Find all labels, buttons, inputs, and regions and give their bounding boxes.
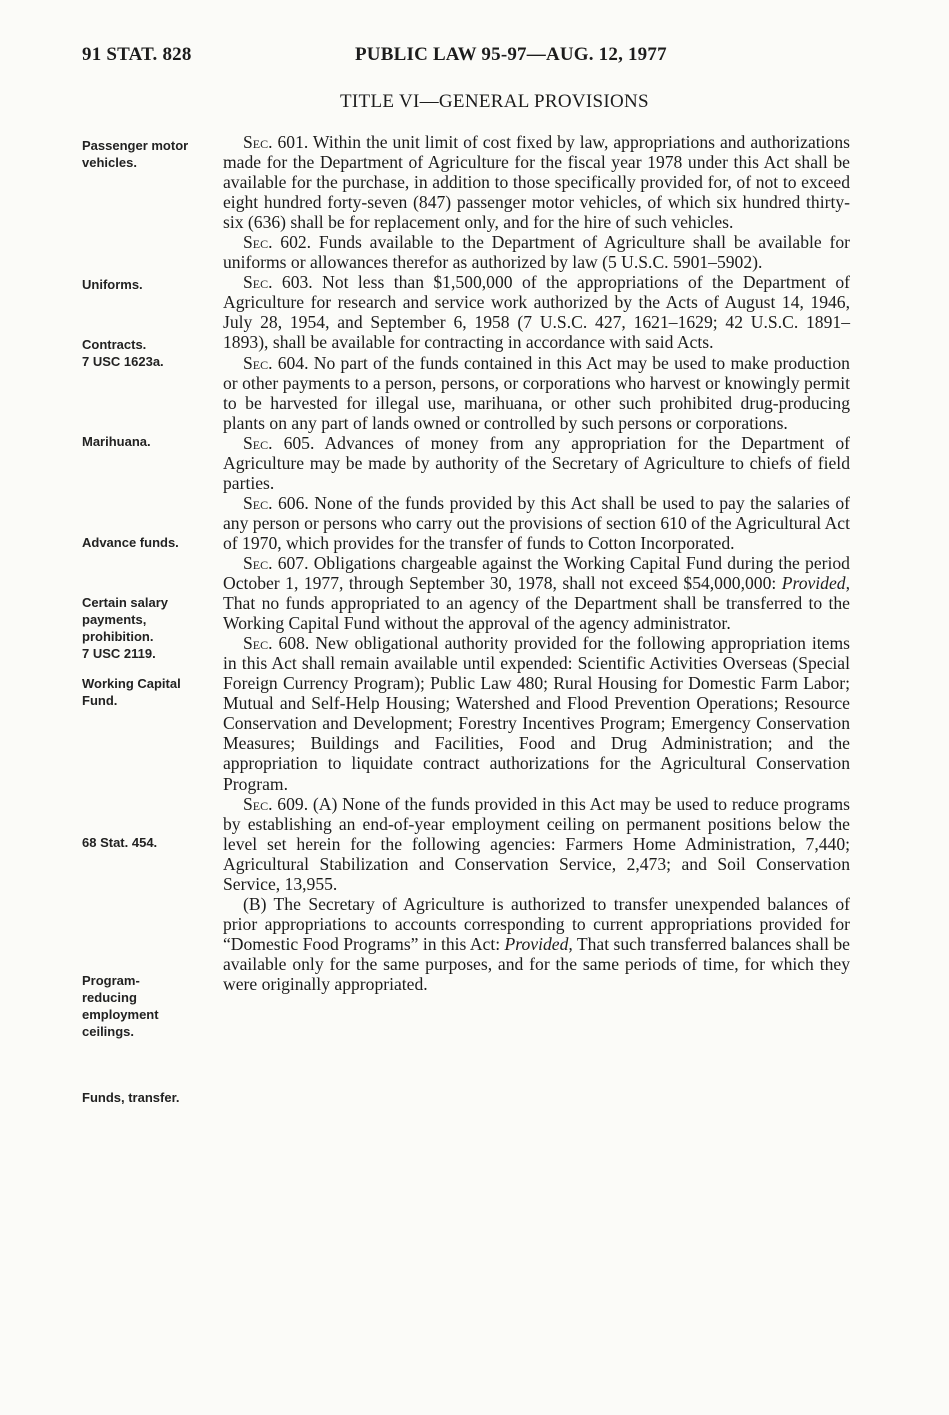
section-607-text-b: That no funds appropriated to an agency of the Department shall be transferred to the Working Capital Fund without the approval of the agency administrator. (223, 593, 850, 634)
section-605 (223, 433, 850, 493)
margin-note-contracts-label: Contracts. (82, 337, 147, 352)
section-604-text: No part of the funds contained in this Act may be used to make production or other payments to a person, persons, or corporations who harvest or knowingly permit to be harvested for illegal use, marihuana, or other such prohibited drug-producing plants on any part of lands owned or controlled by such persons or corporations. (223, 352, 850, 433)
section-607-text-a: Obligations chargeable against the Working Capital Fund during the period October 1, 1977, through September 30, 1978, shall not exceed $54,000,000: (223, 552, 850, 594)
section-609-b-proviso: Provided, (504, 933, 573, 954)
section-604-label: Sec. 604. (243, 352, 309, 373)
margin-note-advance: Advance funds. (82, 535, 179, 550)
margin-note-salary-label: Certain salary payments, prohibition. (82, 595, 168, 644)
section-607 (223, 553, 850, 633)
section-609-label: Sec. 609. (243, 793, 309, 814)
margin-note-marihuana: Marihuana. (82, 434, 151, 449)
page-number: 91 STAT. 828 (82, 44, 192, 65)
section-609-b (223, 894, 850, 994)
margin-note-stat: 68 Stat. 454. (82, 835, 158, 850)
section-602-text: Funds available to the Department of Agriculture shall be available for uniforms or allowances therefor as authorized by law (5 U.S.C. 5901–5902). (223, 232, 850, 273)
section-601-text: Within the unit limit of cost fixed by law, appropriations and authorizations made for the Department of Agriculture for the fiscal year 1978 under this Act shall be available for the purchase, in addition to those specifically provided for, of not to exceed eight hundred forty-seven (847) passenger motor vehicles, of which six hundred thirty-six (636) shall be for replacement only, and for the hire of such vehicles. (223, 132, 850, 233)
body-text (223, 132, 850, 994)
section-606-label: Sec. 606. (243, 492, 309, 513)
section-606 (223, 493, 850, 553)
margin-note-working-capital: Working Capital Fund. (82, 676, 181, 708)
section-607-proviso: Provided, (781, 573, 850, 594)
section-601-label: Sec. 601. (243, 132, 309, 152)
section-602-label: Sec. 602. (243, 232, 312, 253)
section-603 (223, 272, 850, 352)
margin-note-passenger: Passenger motor vehicles. (82, 138, 189, 170)
section-605-text: Advances of money from any appropriation for the Department of Agriculture may be made by authority of the Secretary of Agriculture to chiefs of field parties. (223, 432, 850, 493)
section-605-label: Sec. 605. (243, 432, 315, 453)
section-601 (223, 132, 850, 232)
title-heading: TITLE VI—GENERAL PROVISIONS (340, 91, 649, 112)
margin-note-contracts (82, 336, 217, 370)
section-603-text: Not less than $1,500,000 of the appropriations of the Department of Agriculture for research and service work authorized by the Acts of August 14, 1946, July 28, 1954, and September 6, 1958 (7 U.S.C. 427, 1621–1629; 42 U.S.C. 1891–1893), shall be available for contracting in accordance with said Acts. (223, 272, 850, 353)
margin-note-contracts-cite: 7 USC 1623a. (82, 354, 164, 369)
margin-note-salary (82, 594, 202, 662)
section-609-b-text-b: That such transferred balances shall be available only for the same purposes, and for the same periods of time, for which they were originally appropriated. (223, 933, 850, 994)
margin-note-funds: Funds, transfer. (82, 1090, 180, 1105)
section-609-text: (A) None of the funds provided in this Act may be used to reduce programs by establishing an end-of-year employment ceiling on permanent positions below the level set herein for the following agencies: Farmers Home Administration, 7,440; Agricultural Stabilization and Conservation Service, 2,473; and Soil Conservation Service, 13,955. (223, 793, 850, 894)
section-607-label: Sec. 607. (243, 552, 309, 573)
section-606-text: None of the funds provided by this Act shall be used to pay the salaries of any person or persons who carry out the provisions of section 610 of the Agricultural Act of 1970, which provides for the transfer of funds to Cotton Incorporated. (223, 492, 850, 553)
section-608-text: New obligational authority provided for the following appropriation items in this Act shall remain available until expended: Scientific Activities Overseas (Special Foreign Currency Program); Public Law 480; Rural Housing for Domestic Farm Labor; Mutual and Self-Help Housing; Watershed and Flood Prevention Operations; Resource Conservation and Development; Forestry Incentives Program; Emergency Conservation Measures; Buildings and Facilities, Food and Drug Administration; and the appropriation to liquidate contract authorizations for the Agricultural Conservation Program. (223, 633, 850, 794)
margin-note-uniforms: Uniforms. (82, 277, 143, 292)
section-608-label: Sec. 608. (243, 633, 310, 654)
section-603-label: Sec. 603. (243, 272, 313, 293)
margin-note-program: Program-reducing employment ceilings. (82, 973, 159, 1039)
section-609 (223, 794, 850, 894)
section-602 (223, 232, 850, 272)
section-608 (223, 633, 850, 793)
section-604 (223, 353, 850, 433)
section-609-b-text-a: (B) The Secretary of Agriculture is authorized to transfer unexpended balances of prior appropriations to accounts corresponding to current appropriations provided for “Domestic Food Programs” in this Act: (223, 893, 850, 954)
margin-note-salary-cite: 7 USC 2119. (82, 646, 156, 661)
running-header: PUBLIC LAW 95-97—AUG. 12, 1977 (355, 44, 667, 65)
